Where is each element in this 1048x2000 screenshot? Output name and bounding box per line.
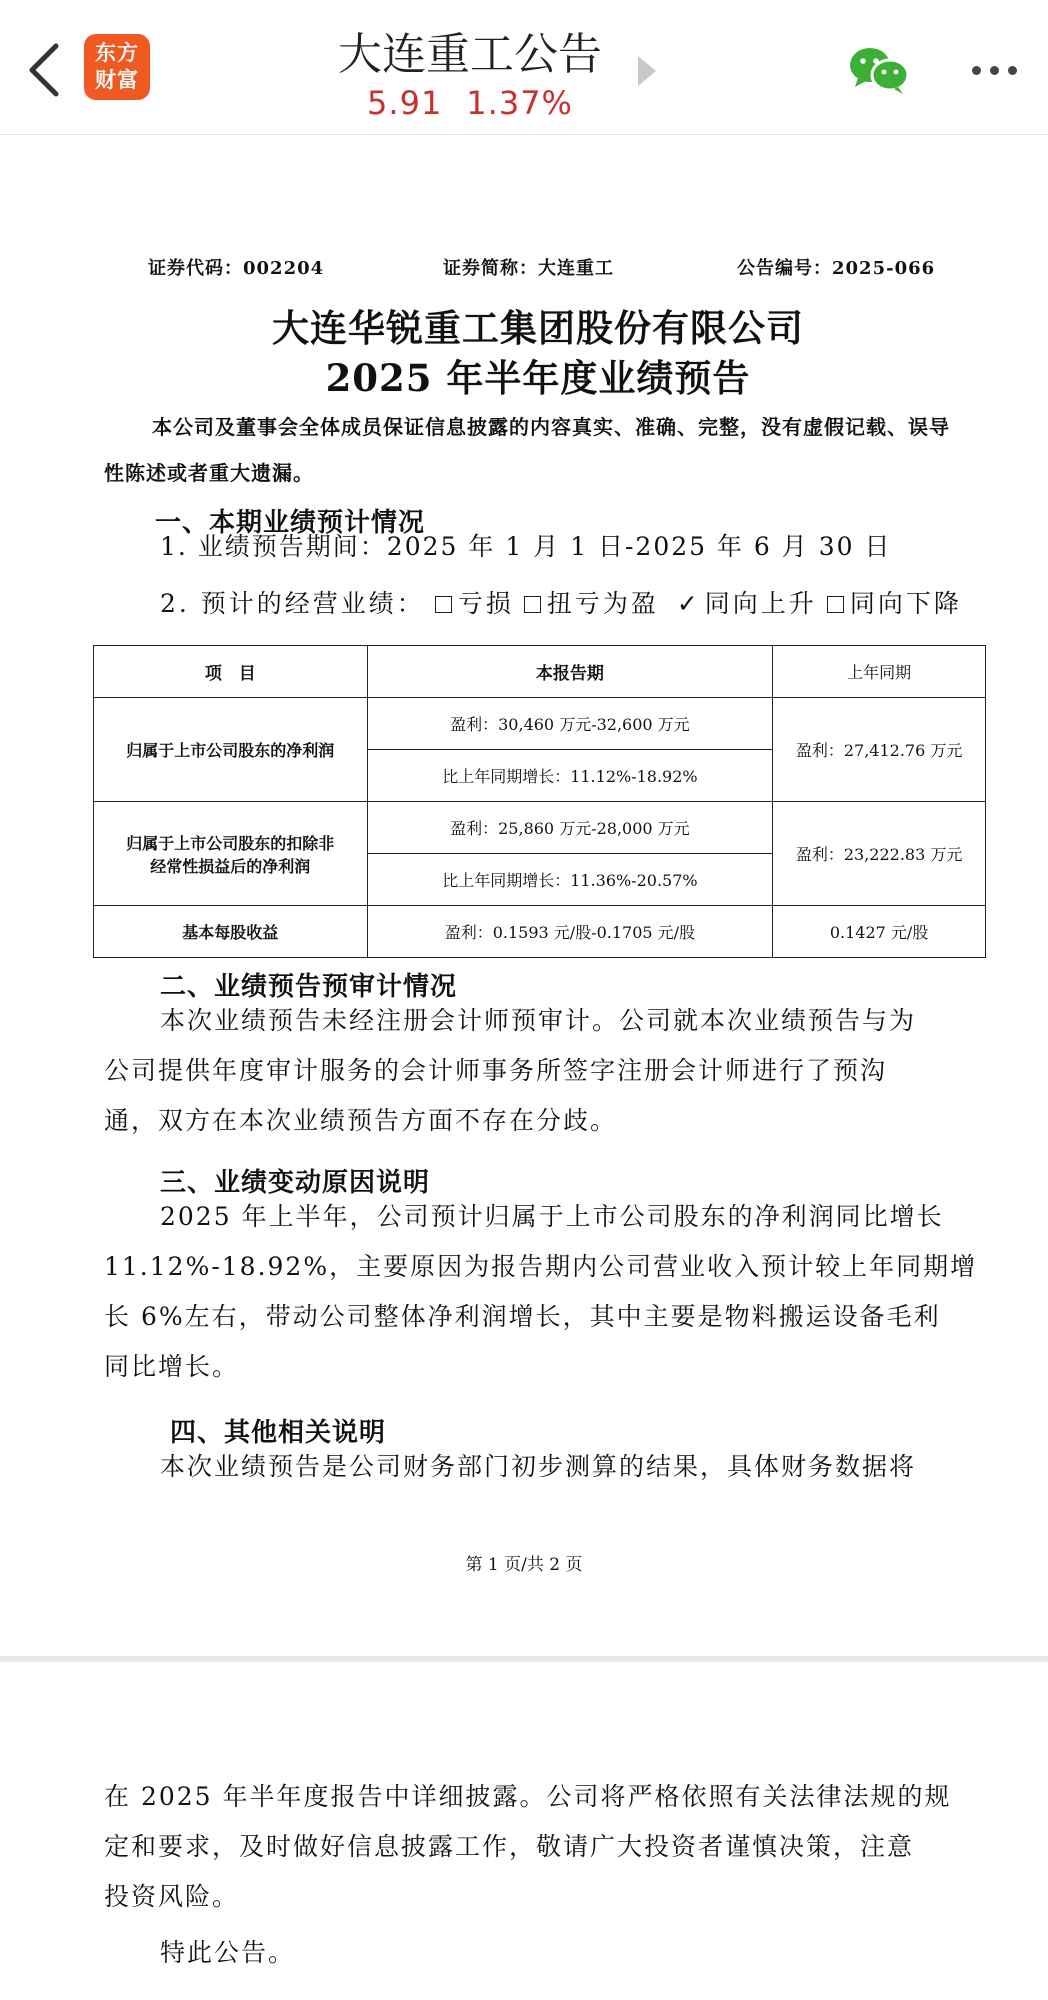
header-item: 项 目: [94, 646, 368, 698]
checkbox-empty-icon: [524, 596, 541, 613]
back-arrow-icon[interactable]: [22, 38, 66, 102]
header-last-year: 上年同期: [773, 646, 986, 698]
section-4-heading: 四、其他相关说明: [170, 1418, 387, 1448]
row-label-deducted-net-profit: [94, 802, 368, 906]
section-3-line-4: 同比增长。: [104, 1352, 240, 1381]
performance-forecast-table: [93, 645, 986, 958]
logo-line-2: 财富: [95, 68, 139, 92]
label-line-1: 归属于上市公司股东的扣除非: [126, 833, 335, 853]
net-profit-last-year: 盈利：27,412.76 万元: [773, 698, 986, 802]
section-2-heading: 二、业绩预告预审计情况: [160, 972, 458, 1002]
section-2-line-2: 公司提供年度审计服务的会计师事务所签字注册会计师进行了预沟: [104, 1056, 888, 1085]
section-3-line-1: 2025 年上半年，公司预计归属于上市公司股东的净利润同比增长: [160, 1202, 944, 1231]
stock-price: 5.91: [367, 84, 443, 122]
expand-arrow-icon[interactable]: [638, 56, 656, 86]
company-name: 大连华锐重工集团股份有限公司: [272, 306, 804, 350]
page-2-line-4: 特此公告。: [160, 1938, 296, 1967]
checkbox-empty-icon: [435, 596, 452, 613]
section-1-heading: 一、本期业绩预计情况: [155, 508, 426, 538]
security-short-name: 证券简称：大连重工: [443, 258, 614, 279]
eastmoney-logo[interactable]: [84, 34, 150, 100]
deducted-profit-range: 盈利：25,860 万元-28,000 万元: [367, 802, 773, 854]
page-title: 大连重工公告: [338, 29, 602, 80]
row-label-eps: 基本每股收益: [94, 906, 368, 958]
announcement-number: 公告编号：2025-066: [737, 258, 936, 279]
expected-result-label: 2. 预计的经营业绩：: [160, 589, 425, 618]
option-increase: 同向上升: [704, 589, 817, 618]
section-3-line-2: 11.12%-18.92%，主要原因为报告期内公司营业收入预计较上年同期增: [104, 1252, 978, 1281]
wechat-share-icon[interactable]: [846, 44, 912, 96]
section-3-line-3: 长 6%左右，带动公司整体净利润增长，其中主要是物料搬运设备毛利: [104, 1302, 941, 1331]
page-number: 第 1 页/共 2 页: [465, 1555, 583, 1575]
announcement-page-1: [0, 136, 1048, 1656]
checkbox-empty-icon: [827, 596, 844, 613]
option-turnaround: 扭亏为盈: [546, 589, 659, 618]
more-options-icon[interactable]: [972, 60, 1032, 76]
disclaimer-line-2: 性陈述或者重大遗漏。: [104, 461, 314, 485]
page-2-line-3: 投资风险。: [104, 1882, 240, 1911]
table-header-row: [94, 646, 986, 698]
eps-range: 盈利：0.1593 元/股-0.1705 元/股: [367, 906, 773, 958]
section-2-line-1: 本次业绩预告未经注册会计师预审计。公司就本次业绩预告与为: [160, 1006, 917, 1035]
row-label-net-profit: 归属于上市公司股东的净利润: [94, 698, 368, 802]
table-row: [94, 906, 986, 958]
table-row: [94, 698, 986, 750]
net-profit-range: 盈利：30,460 万元-32,600 万元: [367, 698, 773, 750]
table-row: [94, 802, 986, 854]
forecast-period: 1. 业绩预告期间：2025 年 1 月 1 日-2025 年 6 月 30 日: [160, 532, 892, 561]
option-decrease: 同向下降: [849, 589, 962, 618]
checkmark-icon: ✓: [676, 589, 701, 618]
section-2-line-3: 通，双方在本次业绩预告方面不存在分歧。: [104, 1106, 618, 1135]
report-title: 2025 年半年度业绩预告: [325, 356, 751, 400]
page-2-line-1: 在 2025 年半年度报告中详细披露。公司将严格依照有关法律法规的规: [104, 1782, 952, 1811]
page-2-line-2: 定和要求，及时做好信息披露工作，敬请广大投资者谨慎决策，注意: [104, 1832, 915, 1861]
eps-last-year: 0.1427 元/股: [773, 906, 986, 958]
section-4-line-1: 本次业绩预告是公司财务部门初步测算的结果，具体财务数据将: [160, 1452, 917, 1481]
logo-line-1: 东方: [95, 41, 139, 65]
security-code: 证券代码：002204: [148, 258, 325, 279]
section-3-heading: 三、业绩变动原因说明: [160, 1168, 431, 1198]
deducted-profit-growth: 比上年同期增长：11.36%-20.57%: [367, 854, 773, 906]
label-line-2: 经常性损益后的净利润: [150, 856, 311, 876]
disclaimer-line-1: 本公司及董事会全体成员保证信息披露的内容真实、准确、完整，没有虚假记载、误导: [152, 415, 950, 439]
header-current-period: 本报告期: [367, 646, 773, 698]
stock-quote: [320, 84, 620, 122]
option-loss: 亏损: [457, 589, 514, 618]
announcement-page-2: [0, 1662, 1048, 2000]
deducted-profit-last-year: 盈利：23,222.83 万元: [773, 802, 986, 906]
net-profit-growth: 比上年同期增长：11.12%-18.92%: [367, 750, 773, 802]
top-nav-bar: [0, 0, 1048, 135]
stock-change: 1.37%: [466, 84, 573, 122]
expected-result-options: [160, 584, 962, 620]
